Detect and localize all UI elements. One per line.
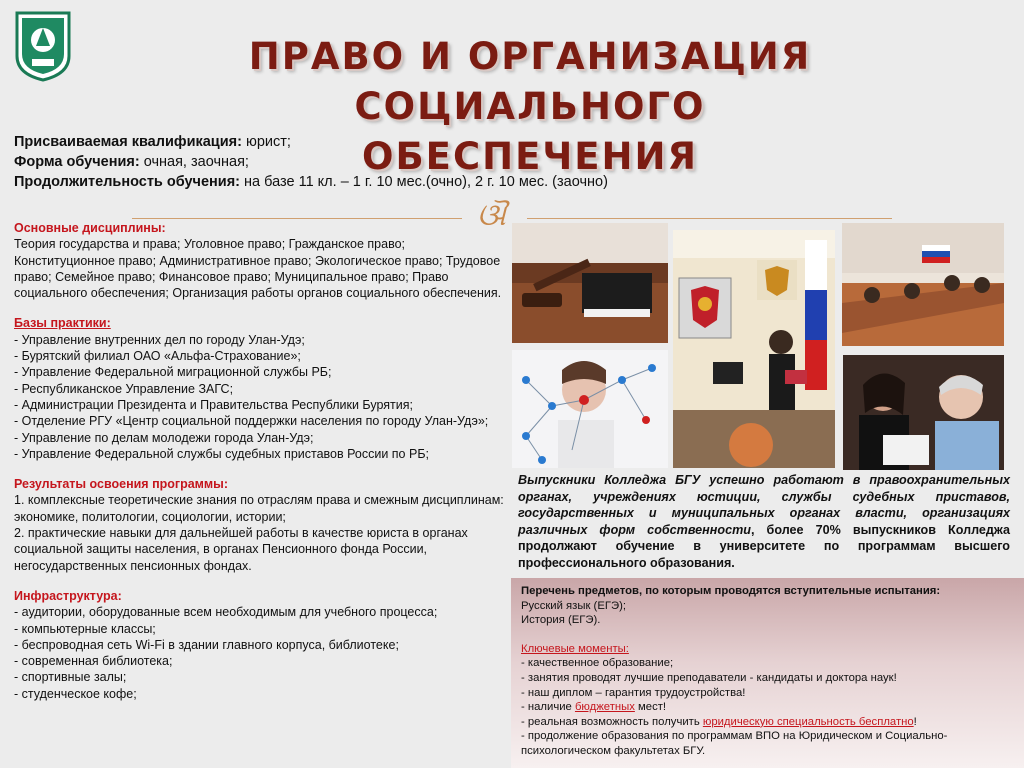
key-point-item: - занятия проводят лучшие преподаватели - кандидаты и доктора наук! — [521, 671, 897, 684]
duration-row — [14, 172, 774, 192]
infrastructure-item: - студенческое кофе; — [14, 686, 137, 701]
consultation-photo — [843, 355, 1004, 470]
infrastructure-item: - современная библиотека; — [14, 654, 173, 669]
caption-part1: Выпускники Колледжа БГУ успешно работают в правоохранительных органах, учреждениях юстиции, службы судебных приставов, государственных и муниципальных органах власти, организациях различных форм собственности — [518, 473, 1010, 537]
qualification-value: юрист; — [241, 134, 291, 150]
graduates-caption — [518, 472, 1010, 571]
program-details — [14, 220, 504, 702]
gavel-photo — [512, 223, 668, 343]
results-heading: Результаты освоения программы: — [14, 477, 229, 492]
results-item: 1. комплексные теоретические знания по отраслям права и смежным дисциплинам: экономике, политологии, социологии, истории; — [14, 493, 504, 524]
practice-item: - Администрации Президента и Правительства Республики Бурятия; — [14, 397, 413, 412]
title-line-1: ПРАВО И ОРГАНИЗАЦИЯ СОЦИАЛЬНОГО — [248, 35, 812, 128]
practice-item: - Управление по делам молодежи города Улан-Удэ; — [14, 430, 314, 445]
practice-item: - Управление Федеральной миграционной службы РБ; — [14, 365, 332, 380]
practice-item: - Управление Федеральной службы судебных приставов России по РБ; — [14, 446, 429, 461]
infrastructure-item: - беспроводная сеть Wi-Fi в здании главного корпуса, библиотеке; — [14, 637, 399, 652]
infrastructure-item: - спортивные залы; — [14, 670, 127, 685]
practice-item: - Бурятский филиал ОАО «Альфа-Страхование»; — [14, 349, 301, 364]
speaker-photo — [673, 230, 835, 468]
admission-info-box — [511, 578, 1024, 768]
practice-heading: Базы практики: — [14, 316, 111, 331]
key-point-item — [521, 715, 1014, 730]
key-point-text: - наличие — [521, 701, 575, 714]
study-form-label: Форма обучения: — [14, 154, 140, 170]
infrastructure-item: - компьютерные классы; — [14, 621, 156, 636]
disciplines-text: Теория государства и права; Уголовное право; Гражданское право; Конституционное право; Административное право; Экологическое право; Трудовое право; Семейное право; Финансовое право; Муниципальное право; Право социального обеспечения; Организация работы органов социального обеспечения. — [14, 237, 502, 301]
ornament-glyph: ଔ — [477, 198, 506, 233]
practice-item: - Республиканское Управление ЗАГС; — [14, 381, 234, 396]
study-form-row — [14, 152, 774, 172]
title-line-2: ОБЕСПЕЧЕНИЯ — [362, 135, 698, 178]
classroom-photo — [842, 223, 1004, 346]
key-point-text: мест! — [634, 701, 667, 714]
key-point-item: - продолжение образования по программам ВПО на Юридическом и Социально-психологическом факультетах БГУ. — [521, 730, 948, 757]
key-point-item: - наш диплом – гарантия трудоустройства! — [521, 686, 746, 699]
key-point-item — [521, 700, 1014, 715]
infrastructure-heading: Инфраструктура: — [14, 588, 122, 603]
results-item: 2. практические навыки для дальнейшей работы в качестве юриста в органах социальной защиты населения, в органах Пенсионного фонда России, негосударственных пенсионных фондах. — [14, 526, 468, 573]
network-photo — [512, 350, 668, 468]
key-point-item: - качественное образование; — [521, 657, 674, 670]
practice-item: - Управление внутренних дел по городу Улан-Удэ; — [14, 332, 305, 347]
study-form-value: очная, заочная; — [139, 154, 249, 170]
key-points-heading: Ключевые моменты: — [521, 642, 629, 655]
key-point-text: - реальная возможность получить — [521, 715, 703, 728]
practice-item: - Отделение РГУ «Центр социальной поддержки населения по городу Улан-Удэ»; — [14, 414, 489, 429]
free-specialty-link[interactable]: юридическую специальность бесплатно — [702, 715, 914, 728]
exam-item: История (ЕГЭ). — [521, 614, 601, 627]
budget-places-link[interactable]: бюджетных — [574, 701, 635, 714]
infrastructure-item: - аудитории, оборудованные всем необходимым для учебного процесса; — [14, 605, 438, 620]
qualification-label: Присваиваемая квалификация: — [14, 134, 242, 150]
disciplines-heading: Основные дисциплины: — [14, 221, 166, 235]
qualification-row — [14, 132, 774, 152]
exams-heading: Перечень предметов, по которым проводятся вступительные испытания: — [521, 585, 941, 597]
caption-part2: , более 70% выпускников Колледжа продолжают обучение в университете по программам высшего профессионального образования. — [518, 522, 1010, 570]
duration-value: на базе 11 кл. – 1 г. 10 мес.(очно), 2 г. 10 мес. (заочно) — [240, 174, 608, 190]
college-logo — [14, 10, 72, 82]
exam-item: Русский язык (ЕГЭ); — [521, 599, 626, 612]
duration-label: Продолжительность обучения: — [14, 174, 241, 190]
key-point-text: ! — [913, 715, 917, 728]
program-meta — [14, 132, 774, 192]
